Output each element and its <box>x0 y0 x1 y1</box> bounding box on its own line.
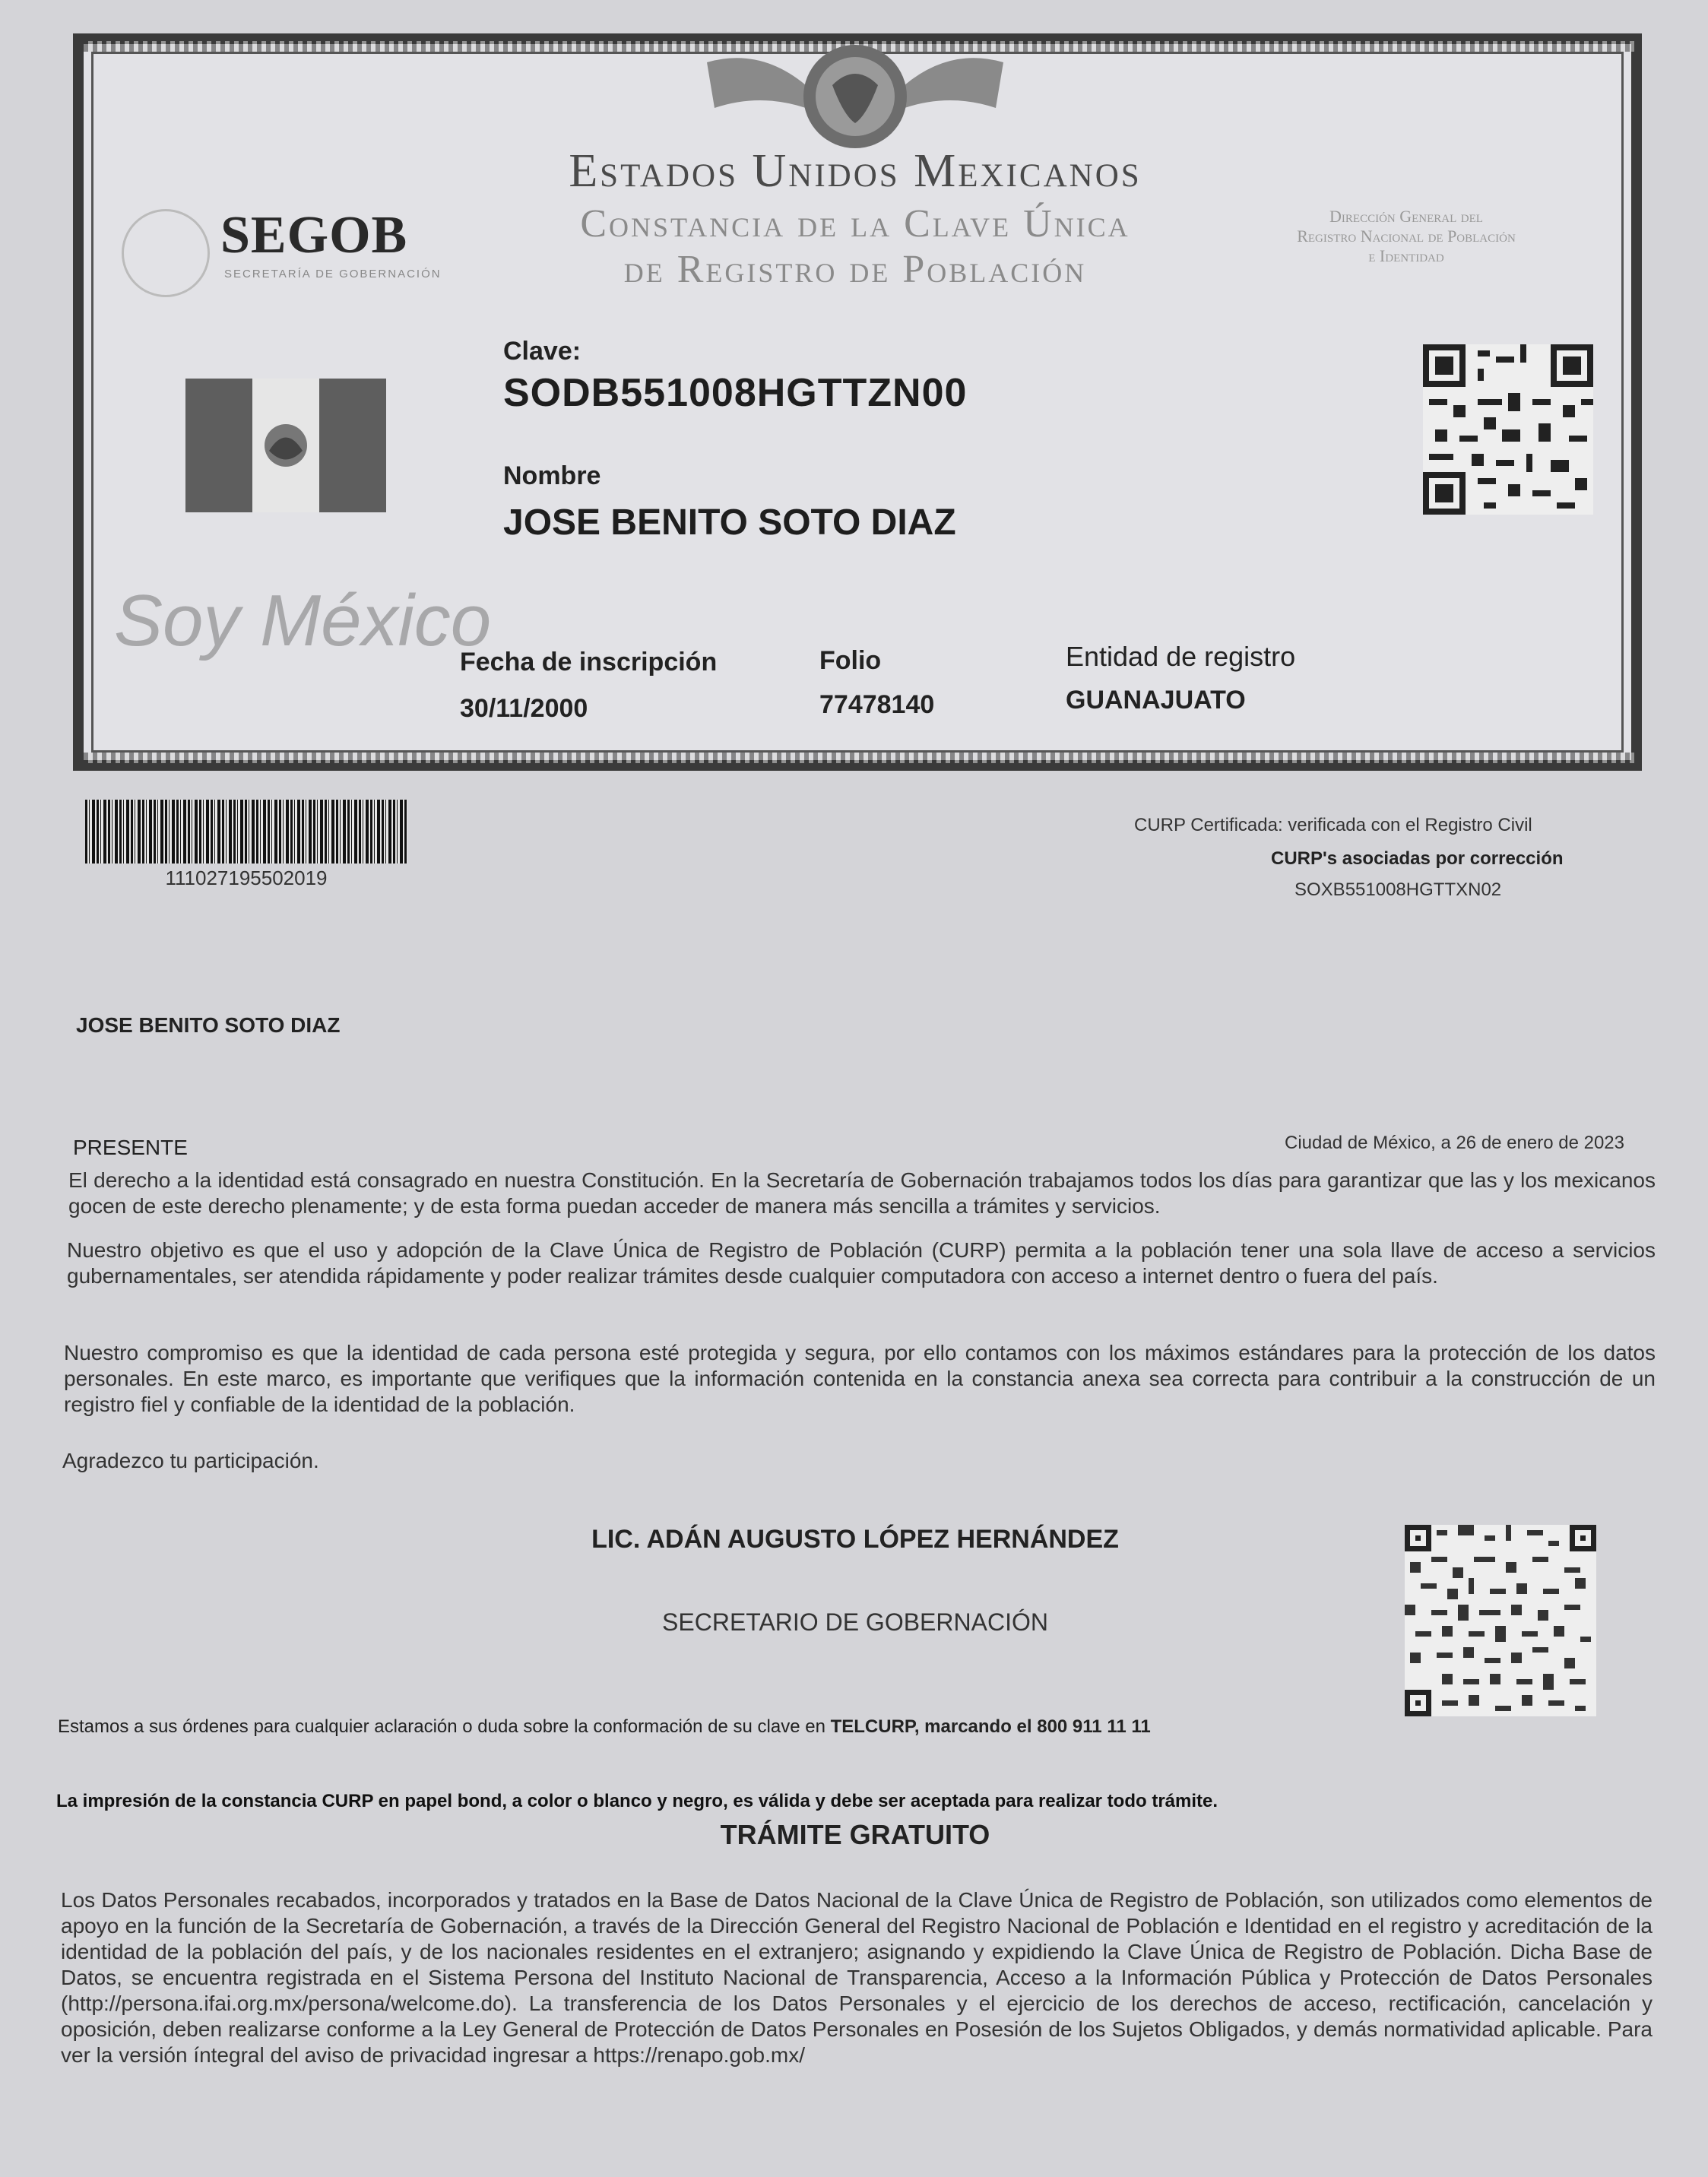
signer-name: LIC. ADÁN AUGUSTO LÓPEZ HERNÁNDEZ <box>591 1525 1119 1554</box>
contact-line <box>58 1716 1151 1738</box>
clave-label: Clave: <box>503 337 581 366</box>
place-date: Ciudad de México, a 26 de enero de 2023 <box>1285 1133 1624 1153</box>
folio-value: 77478140 <box>819 690 935 719</box>
salutation: PRESENTE <box>73 1136 188 1159</box>
clave-value: SODB551008HGTTZN00 <box>503 371 968 415</box>
contact-prefix: Estamos a sus órdenes para cualquier aclaración o duda sobre la conformación de su clave en <box>58 1716 831 1737</box>
thanks-line: Agradezco tu participación. <box>62 1449 319 1472</box>
segob-logo: SEGOB <box>220 206 408 265</box>
curp-associated-value: SOXB551008HGTTXN02 <box>1294 879 1502 900</box>
folio-label: Folio <box>819 646 882 675</box>
seal-icon <box>122 209 210 297</box>
entidad-value: GUANAJUATO <box>1066 686 1246 715</box>
soy-mexico-slogan: Soy México <box>114 580 492 661</box>
validity-notice: La impresión de la constancia CURP en papel bond, a color o blanco y negro, es válida y debe ser aceptada para realizar todo trámite. <box>56 1791 1218 1811</box>
fecha-inscripcion-value: 30/11/2000 <box>460 694 588 723</box>
qr-code-icon <box>1423 344 1593 515</box>
barcode-number: 111027195502019 <box>165 867 328 889</box>
qr-code-icon <box>1405 1525 1596 1716</box>
nombre-label: Nombre <box>503 461 601 490</box>
curp-associated-label: CURP's asociadas por corrección <box>1271 848 1564 869</box>
segob-subtitle: SECRETARÍA DE GOBERNACIÓN <box>224 268 442 280</box>
direction-general <box>1231 207 1581 266</box>
document-title-line1: Constancia de la Clave Única <box>580 202 1130 246</box>
frame-border-pattern-bottom <box>84 753 1634 763</box>
direction-line3: e Identidad <box>1368 246 1444 265</box>
mexican-flag-icon <box>185 379 386 512</box>
signer-title: SECRETARIO DE GOBERNACIÓN <box>662 1608 1048 1636</box>
nombre-value: JOSE BENITO SOTO DIAZ <box>503 502 956 543</box>
barcode-icon <box>85 800 407 864</box>
tramite-gratuito: TRÁMITE GRATUITO <box>720 1819 990 1850</box>
recipient-name: JOSE BENITO SOTO DIAZ <box>76 1013 341 1037</box>
entidad-label: Entidad de registro <box>1066 641 1296 672</box>
country-title: Estados Unidos Mexicanos <box>569 145 1142 197</box>
direction-line2: Registro Nacional de Población <box>1297 227 1516 246</box>
fecha-inscripcion-label: Fecha de inscripción <box>460 648 718 677</box>
curp-certified-status: CURP Certificada: verificada con el Registro Civil <box>1134 815 1532 835</box>
direction-line1: Dirección General del <box>1329 207 1483 226</box>
letter-paragraph-3: Nuestro compromiso es que la identidad de cada persona esté protegida y segura, por ello contamos con los máximos estándares para la protección de los datos personales. En este marco, es importante que verifiques que la información contenida en la constancia anexa sea correcta para contribuir a la construcción de un registro fiel y confiable de la identidad de la población. <box>64 1341 1656 1416</box>
letter-paragraph-2: Nuestro objetivo es que el uso y adopción de la Clave Única de Registro de Población (CURP) permita a la población tener una sola llave de acceso a servicios gubernamentales, ser atendida rápidamente y poder realizar trámites desde cualquier computadora con acceso a internet dentro o fuera del país. <box>67 1238 1656 1288</box>
privacy-notice: Los Datos Personales recabados, incorporados y tratados en la Base de Datos Nacional de la Clave Única de Registro de Población, son utilizados como elementos de apoyo en la función de la Secretaría de Gobernación, a través de la Dirección General del Registro Nacional de Población e Identidad en el registro y acreditación de la identidad de la población del país, y de los nacionales residentes en el extranjero; asignando y expidiendo la Clave Única de Registro de Población. Dicha Base de Datos, se encuentra registrada en el Sistema Persona del Instituto Nacional de Transparencia, Acceso a la Información Pública y Protección de Datos Personales (http://persona.ifai.org.mx/persona/welcome.do). La transferencia de los Datos Personales y el ejercicio de los derechos de acceso, rectificación, cancelación y oposición, deben realizarse conforme a la Ley General de Protección de Datos Personales en Posesión de los Sujetos Obligados, y demás normatividad aplicable. Para ver la versión íntegral del aviso de privacidad ingresar a https://renapo.gob.mx/ <box>61 1888 1653 2067</box>
letter-paragraph-1: El derecho a la identidad está consagrado en nuestra Constitución. En la Secretaría de Gobernación trabajamos todos los días para garantizar que las y los mexicanos gocen de este derecho plenamente; y de esta forma puedan acceder de manera más sencilla a trámites y servicios. <box>68 1168 1656 1218</box>
document-title-line2: de Registro de Población <box>623 248 1087 291</box>
coat-of-arms-icon <box>692 40 1019 154</box>
telcurp-phone: TELCURP, marcando el 800 911 11 11 <box>830 1716 1151 1737</box>
